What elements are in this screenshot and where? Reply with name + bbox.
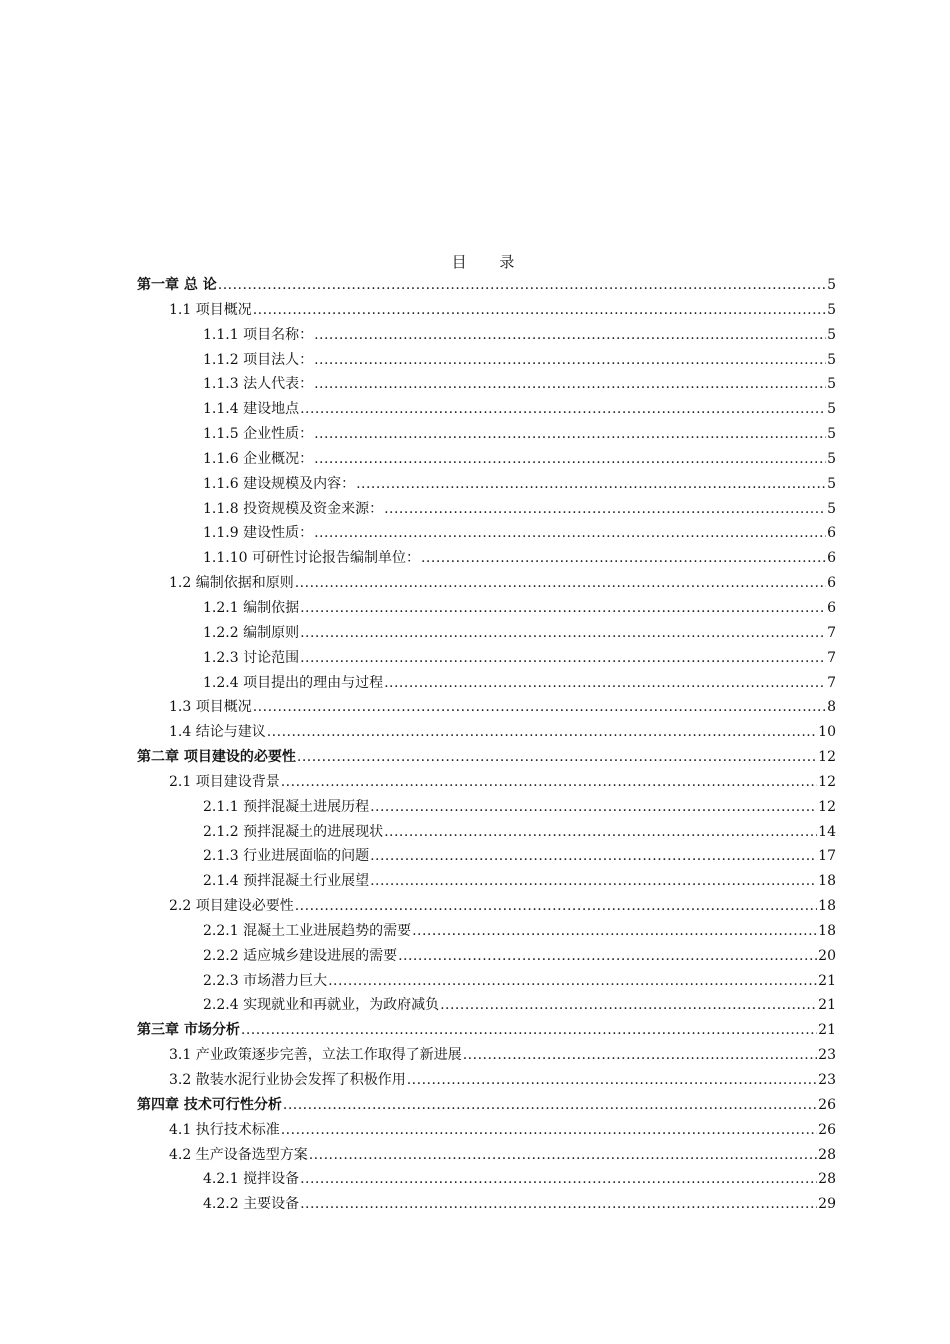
- toc-leader-dots: [300, 646, 826, 671]
- toc-page-number: 17: [818, 848, 836, 865]
- toc-entry-label: 1.2.2 编制原则: [203, 624, 300, 641]
- toc-entry[interactable]: [0, 472, 950, 497]
- toc-entry-label: 2.1.3 行业进展面临的问题: [203, 848, 370, 865]
- toc-leader-dots: [218, 273, 826, 298]
- toc-entry[interactable]: [0, 273, 950, 298]
- toc-entry[interactable]: [0, 671, 950, 696]
- toc-entry-label: 第一章 总 论: [137, 277, 217, 293]
- toc-page-number: 28: [818, 1146, 836, 1163]
- toc-leader-dots: [314, 521, 826, 546]
- toc-entry[interactable]: [0, 1068, 950, 1093]
- toc-page-number: 14: [818, 823, 836, 840]
- toc-leader-dots: [281, 770, 817, 795]
- toc-entry-label: 4.2.1 搅拌设备: [203, 1171, 300, 1188]
- toc-leader-dots: [281, 1118, 817, 1143]
- toc-leader-dots: [295, 894, 817, 919]
- toc-page-number: 23: [818, 1047, 836, 1064]
- toc-leader-dots: [384, 497, 826, 522]
- toc-entry-label: 2.1 项目建设背景: [169, 773, 280, 790]
- toc-leader-dots: [300, 1192, 817, 1217]
- toc-entry-label: 2.2.1 混凝土工业进展趋势的需要: [203, 922, 412, 939]
- toc-page-number: 21: [818, 1022, 836, 1039]
- toc-leader-dots: [253, 695, 826, 720]
- toc-entry-label: 2.1.4 预拌混凝土行业展望: [203, 873, 370, 890]
- toc-page-number: 10: [818, 724, 836, 741]
- toc-entry[interactable]: [0, 844, 950, 869]
- toc-page-number: 5: [827, 426, 836, 443]
- toc-page-number: 7: [827, 624, 836, 641]
- toc-leader-dots: [384, 820, 817, 845]
- toc-leader-dots: [314, 422, 826, 447]
- toc-entry-label: 1.1.6 企业概况：: [203, 450, 314, 467]
- toc-leader-dots: [297, 745, 817, 770]
- toc-entry[interactable]: [0, 1093, 950, 1118]
- toc-entry-label: 第二章 项目建设的必要性: [137, 749, 296, 766]
- toc-entry[interactable]: [0, 596, 950, 621]
- toc-entry-label: 第四章 技术可行性分析: [137, 1096, 282, 1113]
- toc-page-number: 18: [818, 898, 836, 915]
- toc-entry[interactable]: [0, 695, 950, 720]
- toc-entry[interactable]: [0, 720, 950, 745]
- toc-entry[interactable]: [0, 1043, 950, 1068]
- toc-entry-label: 1.1 项目概况: [169, 301, 252, 318]
- toc-entry-label: 1.2 编制依据和原则: [169, 575, 294, 592]
- toc-entry[interactable]: [0, 546, 950, 571]
- toc-leader-dots: [314, 447, 826, 472]
- toc-entry-label: 1.1.6 建设规模及内容：: [203, 475, 356, 492]
- toc-leader-dots: [283, 1093, 817, 1118]
- toc-leader-dots: [398, 944, 817, 969]
- toc-entry-label: 1.1.8 投资规模及资金来源：: [203, 500, 384, 517]
- toc-page-number: 12: [818, 773, 836, 790]
- toc-leader-dots: [370, 795, 817, 820]
- toc-entry[interactable]: [0, 571, 950, 596]
- toc-leader-dots: [384, 671, 826, 696]
- toc-entry-label: 4.1 执行技术标准: [169, 1121, 280, 1138]
- toc-leader-dots: [300, 1167, 817, 1192]
- toc-entry[interactable]: [0, 993, 950, 1018]
- toc-entry[interactable]: [0, 969, 950, 994]
- toc-entry-label: 1.2.3 讨论范围: [203, 649, 300, 666]
- toc-entry[interactable]: [0, 397, 950, 422]
- toc-page-number: 28: [818, 1171, 836, 1188]
- toc-entry[interactable]: [0, 447, 950, 472]
- toc-page-number: 5: [827, 326, 836, 343]
- toc-page-number: 18: [818, 922, 836, 939]
- toc-entry-label: 1.3 项目概况: [169, 699, 252, 716]
- toc-entry-label: 2.1.2 预拌混凝土的进展现状: [203, 823, 384, 840]
- toc-entry[interactable]: [0, 646, 950, 671]
- toc-entry[interactable]: [0, 1192, 950, 1217]
- toc-leader-dots: [370, 844, 817, 869]
- toc-page-number: 5: [827, 351, 836, 368]
- toc-entry[interactable]: [0, 348, 950, 373]
- toc-leader-dots: [300, 596, 826, 621]
- toc-leader-dots: [314, 323, 826, 348]
- toc-entry-label: 2.2.2 适应城乡建设进展的需要: [203, 947, 398, 964]
- toc-entry[interactable]: [0, 372, 950, 397]
- table-of-contents: [0, 273, 950, 1217]
- toc-leader-dots: [300, 621, 826, 646]
- toc-entry-label: 2.1.1 预拌混凝土进展历程: [203, 798, 370, 815]
- toc-entry[interactable]: [0, 1018, 950, 1043]
- toc-entry-label: 2.2 项目建设必要性: [169, 898, 294, 915]
- toc-title: 目 录: [451, 253, 529, 271]
- toc-leader-dots: [253, 298, 826, 323]
- toc-entry[interactable]: [0, 795, 950, 820]
- toc-leader-dots: [309, 1143, 817, 1168]
- toc-leader-dots: [300, 397, 826, 422]
- toc-entry[interactable]: [0, 894, 950, 919]
- toc-leader-dots: [314, 372, 826, 397]
- toc-page-number: 23: [818, 1072, 836, 1088]
- toc-entry[interactable]: [0, 323, 950, 348]
- toc-entry-label: 1.4 结论与建议: [169, 724, 266, 741]
- toc-page-number: 5: [827, 301, 836, 318]
- toc-page-number: 5: [827, 450, 836, 467]
- toc-entry[interactable]: [0, 869, 950, 894]
- toc-entry[interactable]: [0, 1118, 950, 1143]
- toc-entry-label: 1.2.1 编制依据: [203, 599, 300, 616]
- toc-page-number: 21: [818, 972, 836, 989]
- toc-page-number: 7: [827, 649, 836, 666]
- toc-page-number: 5: [827, 475, 836, 492]
- toc-page-number: 12: [818, 749, 836, 766]
- toc-leader-dots: [440, 993, 817, 1018]
- toc-page-number: 12: [818, 798, 836, 815]
- toc-entry-label: 1.1.3 法人代表：: [203, 376, 314, 393]
- toc-leader-dots: [267, 720, 817, 745]
- toc-page-number: 6: [827, 550, 836, 567]
- toc-entry[interactable]: [0, 745, 950, 770]
- toc-leader-dots: [421, 546, 826, 571]
- toc-page-number: 5: [827, 401, 836, 418]
- toc-page-number: 29: [818, 1196, 836, 1213]
- toc-page-number: 26: [818, 1096, 836, 1113]
- toc-entry[interactable]: [0, 944, 950, 969]
- toc-page-number: 8: [827, 699, 836, 716]
- toc-entry-label: 1.1.10 可研性讨论报告编制单位：: [203, 550, 420, 567]
- toc-entry-label: 1.1.4 建设地点: [203, 401, 300, 418]
- toc-leader-dots: [356, 472, 826, 497]
- toc-leader-dots: [370, 869, 817, 894]
- toc-entry[interactable]: [0, 770, 950, 795]
- toc-leader-dots: [295, 571, 826, 596]
- toc-entry[interactable]: [0, 621, 950, 646]
- toc-leader-dots: [412, 919, 817, 944]
- toc-entry-label: 1.2.4 项目提出的理由与过程: [203, 674, 384, 691]
- toc-entry-label: 3.2 散装水泥行业协会发挥了积极作用: [169, 1072, 406, 1088]
- toc-entry[interactable]: [0, 1167, 950, 1192]
- toc-entry[interactable]: [0, 919, 950, 944]
- toc-entry-label: 1.1.5 企业性质：: [203, 426, 314, 443]
- toc-leader-dots: [407, 1068, 817, 1093]
- toc-entry[interactable]: [0, 521, 950, 546]
- toc-entry-label: 2.2.3 市场潜力巨大: [203, 972, 328, 989]
- toc-page-number: 21: [818, 997, 836, 1014]
- toc-page-number: 18: [818, 873, 836, 890]
- toc-entry-label: 4.2.2 主要设备: [203, 1196, 300, 1213]
- toc-entry-label: 4.2 生产设备选型方案: [169, 1146, 308, 1163]
- toc-entry-label: 1.1.1 项目名称：: [203, 326, 314, 343]
- toc-page-number: 5: [827, 376, 836, 393]
- toc-entry-label: 1.1.9 建设性质：: [203, 525, 314, 542]
- toc-entry-label: 1.1.2 项目法人：: [203, 351, 314, 368]
- toc-page-number: 5: [827, 500, 836, 517]
- toc-page-number: 26: [818, 1121, 836, 1138]
- toc-entry[interactable]: [0, 1143, 950, 1168]
- toc-entry[interactable]: [0, 820, 950, 845]
- toc-leader-dots: [463, 1043, 817, 1068]
- toc-page-number: 7: [827, 674, 836, 691]
- toc-page-number: 6: [827, 525, 836, 542]
- toc-entry[interactable]: [0, 497, 950, 522]
- toc-page-number: 6: [827, 575, 836, 592]
- toc-entry[interactable]: [0, 422, 950, 447]
- toc-leader-dots: [241, 1018, 817, 1043]
- toc-page-number: 20: [818, 947, 836, 964]
- toc-page-number: 6: [827, 599, 836, 616]
- toc-entry[interactable]: [0, 298, 950, 323]
- toc-entry-label: 3.1 产业政策逐步完善，立法工作取得了新进展: [169, 1047, 462, 1064]
- toc-entry-label: 2.2.4 实现就业和再就业，为政府减负: [203, 997, 440, 1014]
- toc-entry-label: 第三章 市场分析: [137, 1022, 240, 1039]
- toc-page-number: 5: [827, 277, 836, 293]
- toc-leader-dots: [328, 969, 817, 994]
- toc-leader-dots: [314, 348, 826, 373]
